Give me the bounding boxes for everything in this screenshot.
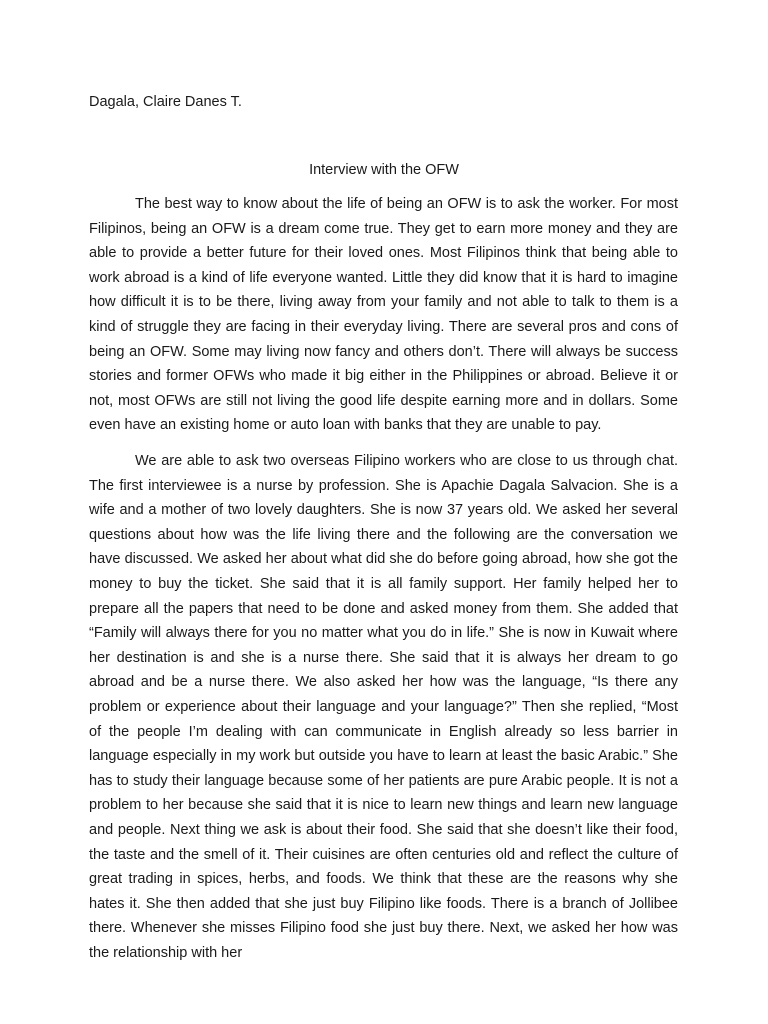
paragraph-2: We are able to ask two overseas Filipino workers who are close to us through chat. The first interviewee is a nurse by profession. She is Apachie Dagala Salvacion. She is a wife and a mother of two lovely daughters. She is now 37 years old. We asked her several questions about how was the life living there and the following are the conversation we have discussed. We asked her about what did she do before going abroad, how she got the money to buy the ticket. She said that it is all family support. Her family helped her to prepare all the papers that need to be done and asked money from them. She added that “Family will always there for you no matter what you do in life.” She is now in Kuwait where her destination is and she is a nurse there. She said that it is always her dream to go abroad and be a nurse there. We also asked her how was the language, “Is there any problem or experience about their language and your language?” Then she replied, “Most of the people I’m dealing with can communicate in English already so less barrier in language especially in my work but outside you have to learn at least the basic Arabic.” She has to study their language because some of her patients are pure Arabic people. It is not a problem to her because she said that it is nice to learn new things and learn new language and people. Next thing we ask is about their food. She said that she doesn’t like their food, the taste and the smell of it. Their cuisines are often centuries old and reflect the culture of great trading in spices, herbs, and foods. We think that these are the reasons why she hates it. She then added that she just buy Filipino like foods. There is a branch of Jollibee there. Whenever she misses Filipino food she just buy there. Next, we asked her how was the relationship with her xyxy=(89,453,678,961)
paragraph-1: The best way to know about the life of being an OFW is to ask the worker. For most Filipinos, being an OFW is a dream come true. They get to earn more money and they are able to provide a better future for their loved ones. Most Filipinos think that being able to work abroad is a kind of life everyone wanted. Little they did know that it is hard to imagine how difficult it is to be there, living away from your family and not able to talk to them is a kind of struggle they are facing in their everyday living. There are several pros and cons of being an OFW. Some may living now fancy and others don’t. There will always be success stories and former OFWs who made it big either in the Philippines or abroad. Believe it or not, most OFWs are still not living the good life despite earning more and in dollars. Some even have an existing home or auto loan with banks that they are unable to pay. xyxy=(89,196,678,434)
document-title: Interview with the OFW xyxy=(309,162,459,178)
author-name: Dagala, Claire Danes T. xyxy=(89,94,242,110)
